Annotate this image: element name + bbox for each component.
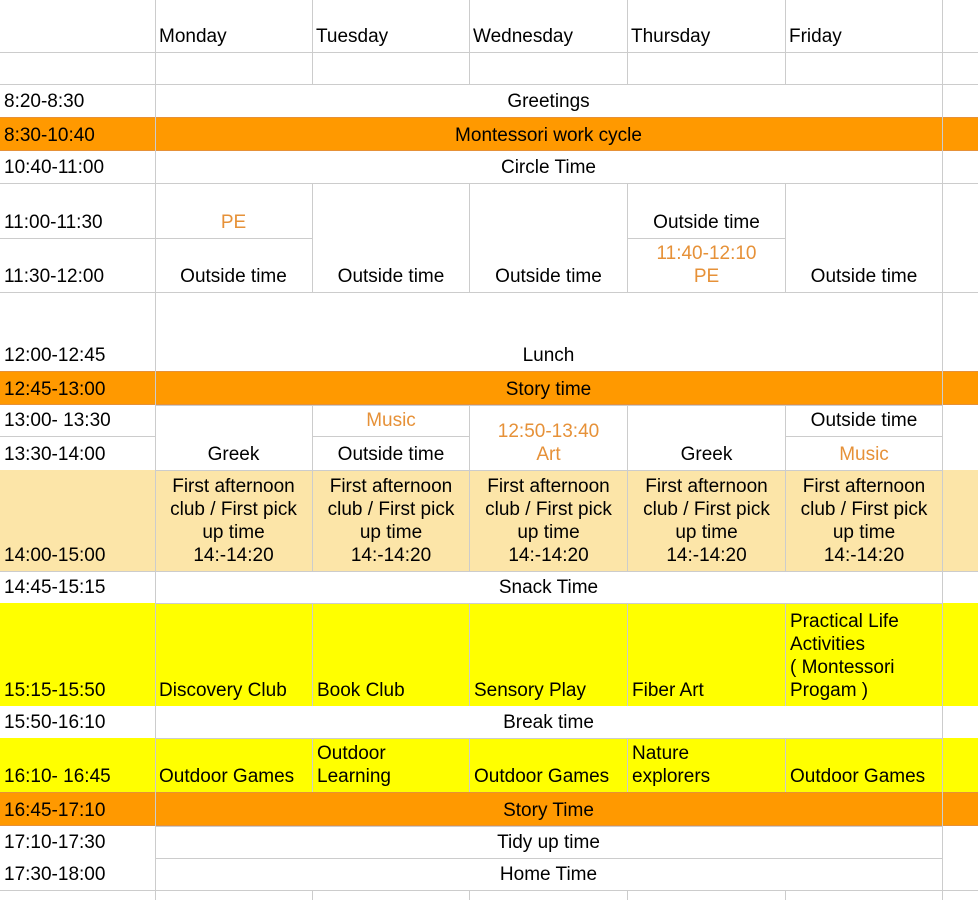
mon-outside-time: Outside time <box>155 238 312 292</box>
wed-outside-time: Outside time <box>469 183 627 292</box>
outdoor-thursday: Nature explorers <box>627 738 785 792</box>
span-break-time: Break time <box>503 712 594 733</box>
span-tidy-up: Tidy up time <box>155 826 942 858</box>
club-pickup-friday: First afternoon club / First pick up time 14:-14:20 <box>785 470 943 571</box>
tue-outside-time: Outside time <box>312 183 469 292</box>
time-label: 12:00-12:45 <box>4 345 106 366</box>
span-story-time: Story time <box>505 379 592 400</box>
header-friday: Friday <box>789 26 842 47</box>
grid-line <box>785 890 786 900</box>
header-wednesday: Wednesday <box>473 26 573 47</box>
thu-outside-time: Outside time <box>627 183 785 238</box>
header-tuesday: Tuesday <box>316 26 389 47</box>
club-pickup-wednesday: First afternoon club / First pick up time 14:-14:20 <box>469 470 627 571</box>
time-label: 17:10-17:30 <box>4 832 106 853</box>
club-tuesday: Book Club <box>312 603 469 706</box>
header-monday: Monday <box>159 26 227 47</box>
time-label: 16:45-17:10 <box>4 800 106 821</box>
span-greetings: Greetings <box>507 91 590 112</box>
grid-line <box>312 890 313 900</box>
span-lunch: Lunch <box>522 345 575 366</box>
span-snack-time: Snack Time <box>498 577 599 598</box>
club-wednesday: Sensory Play <box>469 603 627 706</box>
club-pickup-monday: First afternoon club / First pick up time 14:-14:20 <box>155 470 312 571</box>
span-circle-time: Circle Time <box>500 157 596 178</box>
header-thursday: Thursday <box>631 26 711 47</box>
thu-pe: 11:40-12:10 PE <box>627 238 785 292</box>
outdoor-friday: Outdoor Games <box>785 738 943 792</box>
time-label: 13:00- 13:30 <box>4 410 111 431</box>
time-label: 13:30-14:00 <box>4 444 106 465</box>
time-label: 11:30-12:00 <box>4 266 105 287</box>
span-home-time: Home Time <box>155 858 942 890</box>
outdoor-wednesday: Outdoor Games <box>469 738 627 792</box>
time-label: 14:00-15:00 <box>4 545 106 566</box>
club-thursday: Fiber Art <box>627 603 785 706</box>
club-pickup-thursday: First afternoon club / First pick up time 14:-14:20 <box>627 470 785 571</box>
thu-greek: Greek <box>627 405 785 470</box>
time-label: 11:00-11:30 <box>4 212 103 233</box>
grid-line <box>0 52 978 53</box>
time-label: 16:10- 16:45 <box>4 766 111 787</box>
fri-music: Music <box>785 436 943 470</box>
fri-outside-time: Outside time <box>785 183 943 292</box>
span-work-cycle: Montessori work cycle <box>455 125 642 146</box>
time-label: 8:30-10:40 <box>4 125 95 146</box>
tue-music: Music <box>312 405 469 436</box>
time-label: 10:40-11:00 <box>4 157 105 178</box>
club-pickup-tuesday: First afternoon club / First pick up time 14:-14:20 <box>312 470 469 571</box>
outdoor-monday: Outdoor Games <box>155 738 312 792</box>
grid-line <box>627 890 628 900</box>
outdoor-tuesday: Outdoor Learning <box>312 738 469 792</box>
time-label: 12:45-13:00 <box>4 379 106 400</box>
grid-line <box>0 890 978 891</box>
time-label: 14:45-15:15 <box>4 577 106 598</box>
wed-art: 12:50-13:40 Art <box>469 405 627 470</box>
tue-outside-time-pm: Outside time <box>312 436 469 470</box>
time-label: 8:20-8:30 <box>4 91 85 112</box>
mon-pe: PE <box>155 183 312 238</box>
club-monday: Discovery Club <box>155 603 312 706</box>
time-label: 15:15-15:50 <box>4 680 106 701</box>
mon-greek: Greek <box>155 405 312 470</box>
time-label: 17:30-18:00 <box>4 864 106 885</box>
fri-outside-time-pm: Outside time <box>785 405 943 436</box>
time-label: 15:50-16:10 <box>4 712 106 733</box>
span-story-time-2: Story Time <box>503 800 594 821</box>
grid-line <box>469 890 470 900</box>
club-friday: Practical Life Activities ( Montessori Progam ) <box>785 603 943 706</box>
